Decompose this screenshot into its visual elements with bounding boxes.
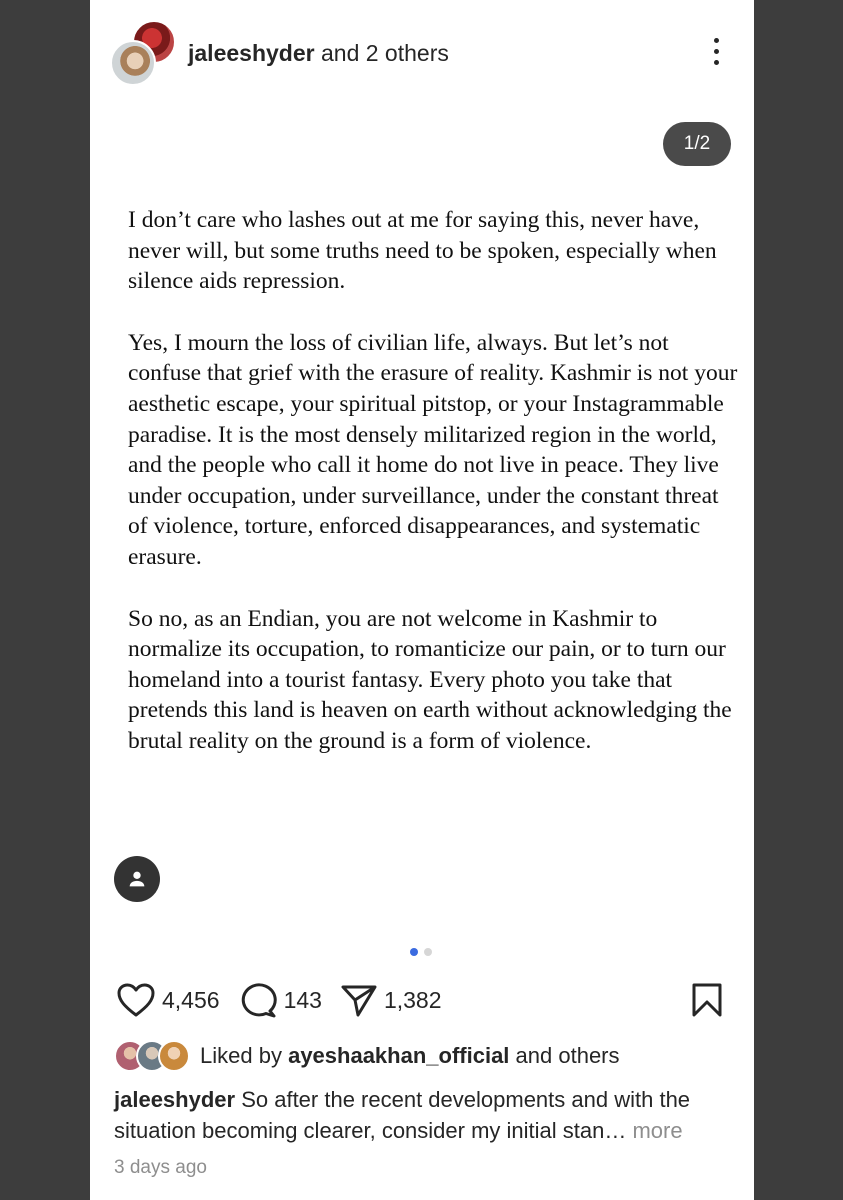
- post-paragraph: So no, as an Endian, you are not welcome in Kashmir to normalize its occupation, to romanticize our pain, or to turn our homeland into a tourist fantasy. Every photo you take that pretends this land is heaven on earth without acknowledging the brutal reality on the ground is a form of violence.: [128, 605, 732, 754]
- post-paragraph: I don’t care who lashes out at me for saying this, never have, never will, but some truths need to be spoken, especially when silence aids repression.: [128, 207, 717, 295]
- post-actions: [116, 980, 460, 1020]
- post-paragraph: Yes, I mourn the loss of civilian life, always. But let’s not confuse that grief with the erasure of reality. Kashmir is not your aesthetic escape, your spiritual pitstop, or your Instagrammable paradise. It is the most densely militarized region in the world, and the people who call it home do not live in peace. They live under occupation, under surveillance, under the constant threat of violence, torture, enforced disappearances, and systematic erasure.: [128, 329, 738, 570]
- carousel-position-badge: 1/2: [663, 122, 731, 166]
- share-button[interactable]: [340, 982, 442, 1018]
- liked-by-prefix: Liked by: [200, 1043, 282, 1068]
- post-timestamp: 3 days ago: [114, 1157, 207, 1178]
- tagged-users-icon[interactable]: [114, 856, 160, 902]
- avatar: [110, 40, 156, 86]
- coauthors-text[interactable]: and 2 others: [320, 40, 449, 66]
- comments-count: 143: [283, 986, 322, 1013]
- comment-icon: [238, 982, 278, 1018]
- shares-count: 1,382: [383, 986, 442, 1013]
- caption-more-link[interactable]: more: [632, 1118, 683, 1143]
- coauthor-avatars[interactable]: [110, 20, 174, 86]
- liked-by-text: [200, 1043, 620, 1069]
- carousel-dot[interactable]: [424, 948, 432, 956]
- avatar: [158, 1040, 190, 1072]
- like-button[interactable]: [116, 982, 220, 1018]
- post-text-content: [128, 205, 738, 788]
- likes-count: 4,456: [162, 986, 220, 1013]
- send-icon: [340, 982, 378, 1018]
- liked-by-row[interactable]: [114, 1040, 620, 1072]
- comment-button[interactable]: [238, 982, 322, 1018]
- post-author-header[interactable]: [188, 40, 449, 67]
- heart-icon: [116, 982, 156, 1018]
- save-button[interactable]: [690, 982, 724, 1023]
- liked-by-user[interactable]: ayeshaakhan_official: [288, 1043, 510, 1068]
- more-vertical-icon[interactable]: [706, 38, 726, 72]
- carousel-dots: [410, 948, 432, 956]
- post-caption: [114, 1084, 726, 1146]
- bookmark-icon: [690, 982, 724, 1018]
- carousel-dot-active[interactable]: [410, 948, 418, 956]
- liked-by-suffix[interactable]: and others: [515, 1043, 620, 1068]
- instagram-post: [90, 0, 754, 1200]
- author-username[interactable]: jaleeshyder: [188, 40, 315, 66]
- caption-text: So after the recent developments and with the situation becoming clearer, consider my initial stan…: [114, 1087, 691, 1143]
- caption-username[interactable]: jaleeshyder: [114, 1087, 236, 1112]
